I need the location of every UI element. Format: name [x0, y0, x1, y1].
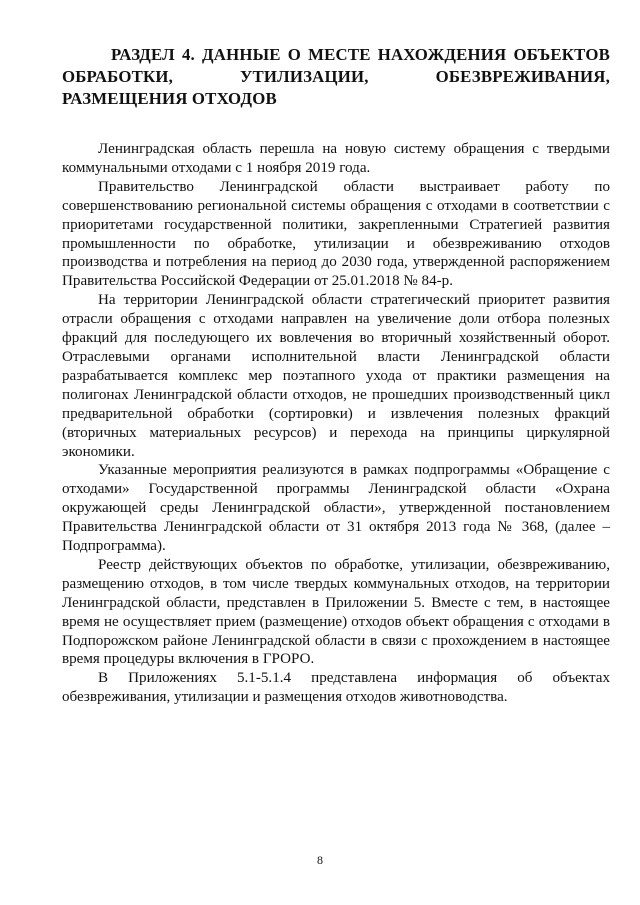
paragraph-appendices: В Приложениях 5.1-5.1.4 представлена информация об объектах обезвреживания, утилизации и размещения отходов животноводства.	[62, 670, 610, 706]
paragraph-subprogram: Указанные мероприятия реализуются в рамках подпрограммы «Обращение с отходами» Государственной программы Ленинградской области «Охрана окружающей среды Ленинградской области», утвержденной постановлением Правительства Ленинградской области от 31 октября 2013 года № 368, (далее – Подпрограмма).	[62, 462, 610, 555]
section-heading: РАЗДЕЛ 4. ДАННЫЕ О МЕСТЕ НАХОЖДЕНИЯ ОБЪЕКТОВ ОБРАБОТКИ, УТИЛИЗАЦИИ, ОБЕЗВРЕЖИВАНИЯ, РАЗМЕЩЕНИЯ ОТХОДОВ	[62, 45, 610, 108]
paragraph-transition-date: Ленинградская область перешла на новую систему обращения с твердыми коммунальными отходами с 1 ноября 2019 года.	[62, 141, 610, 176]
paragraph-strategic-priority: На территории Ленинградской области стратегический приоритет развития отрасли обращения с отходами направлен на увеличение доли отбора полезных фракций для последующего их вовлечения во вторичный хозяйственный оборот. Отраслевыми органами исполнительной власти Ленинградской области разрабатывается комплекс мер поэтапного ухода от практики размещения на полигонах Ленинградской области отходов, не прошедших производственный цикл предварительной обработки (сортировки) и извлечения полезных фракций (вторичных материальных ресурсов) и перехода на принципы циркулярной экономики.	[62, 292, 610, 460]
paragraph-government-policy: Правительство Ленинградской области выстраивает работу по совершенствованию региональной системы обращения с отходами в соответствии с приоритетами государственной политики, закрепленными Стратегией развития промышленности по обработке, утилизации и обезвреживанию отходов производства и потребления на период до 2030 года, утвержденной распоряжением Правительства Российской Федерации от 25.01.2018 № 84-р.	[62, 178, 610, 290]
page-number: 8	[317, 853, 323, 867]
paragraph-registry: Реестр действующих объектов по обработке, утилизации, обезвреживанию, размещению отходов, в том числе твердых коммунальных отходов, на территории Ленинградской области, представлен в Приложении 5. Вместе с тем, в настоящее время не осуществляет прием (размещение) отходов объект обращения с отходами в Подпорожском районе Ленинградской области в связи с прохождением в настоящее время процедуры включения в ГРОРО.	[62, 556, 610, 668]
document-page	[62, 44, 610, 707]
